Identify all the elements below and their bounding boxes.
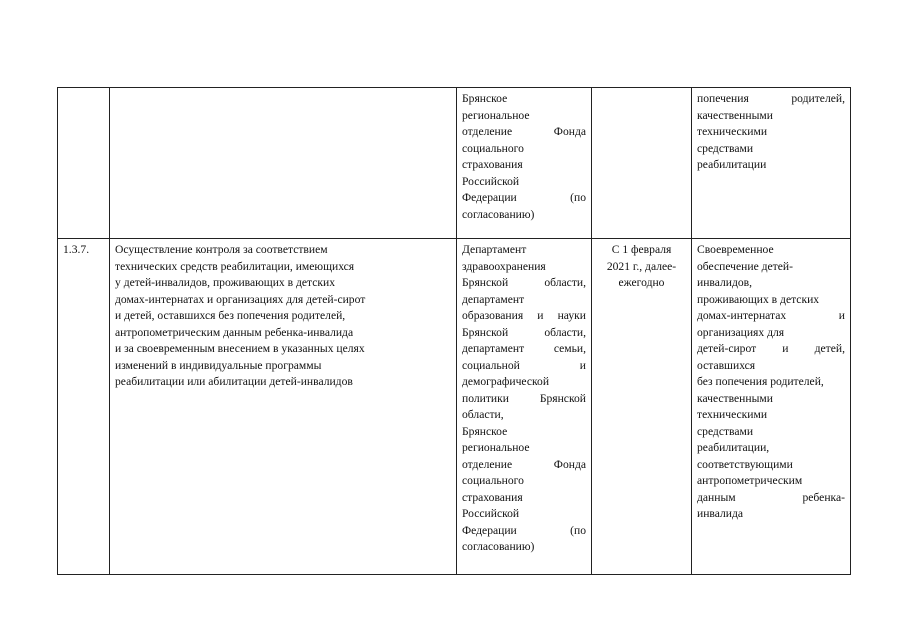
text-word: родителей,: [791, 92, 845, 105]
event-cell: [110, 88, 457, 239]
text-word: ребенка-: [802, 490, 845, 504]
text-line: департамент: [462, 292, 525, 306]
text-word: области,: [544, 276, 586, 289]
text-line: региональное: [462, 441, 530, 454]
text-word: и: [782, 342, 789, 355]
text-word: и: [838, 309, 845, 322]
text-line: социального: [462, 141, 524, 155]
text-line: изменений в индивидуальные программы: [115, 358, 322, 372]
text-line: технических средств реабилитации, имеющихся: [115, 259, 355, 273]
text-line: [697, 490, 845, 507]
text-word: Фонда: [553, 125, 586, 138]
text-line: обеспечение детей-: [697, 259, 793, 273]
text-word: науки: [557, 309, 586, 322]
text-word: попечения: [697, 92, 749, 105]
text-word: Федерации: [462, 191, 517, 204]
result-cell: [692, 239, 851, 575]
text-word: отделение: [462, 125, 513, 138]
text-word: области,: [544, 325, 586, 339]
text-word: (по: [570, 191, 586, 204]
text-line: средствами: [697, 424, 754, 438]
text-word: политики: [462, 391, 509, 405]
number-cell: [58, 239, 110, 575]
text-line: проживающих в детских: [697, 292, 820, 306]
text-word: домах-интернатах: [697, 309, 787, 322]
text-line: области,: [462, 408, 504, 421]
text-word: департамент: [462, 342, 525, 355]
text-line: Своевременное: [697, 243, 774, 256]
table-row-1-3-7: [58, 239, 851, 575]
text-line: [462, 275, 586, 292]
text-line: Брянское: [462, 92, 508, 105]
text-line: оставшихся: [697, 358, 756, 372]
text-word: Брянской: [539, 391, 586, 405]
text-line: 2021 г., далее-: [606, 259, 677, 273]
text-line: у детей-инвалидов, проживающих в детских: [115, 276, 336, 289]
text-line: региональное: [462, 108, 530, 122]
text-line: качественными: [697, 391, 773, 405]
text-word: данным: [697, 490, 736, 504]
text-line: [462, 358, 586, 375]
text-line: техническими: [697, 408, 768, 421]
text-line: без попечения родителей,: [697, 375, 824, 388]
text-line: реабилитации: [697, 158, 767, 171]
text-line: согласованию): [462, 207, 535, 221]
table-row-continuation: [58, 88, 851, 239]
text-line: инвалида: [697, 507, 744, 520]
text-line: [697, 91, 845, 108]
executors-cell: [457, 88, 592, 239]
text-line: организациях для: [697, 325, 785, 339]
text-line: качественными: [697, 108, 773, 122]
text-line: реабилитации или абилитации детей-инвалидов: [115, 375, 353, 388]
text-line: соответствующими: [697, 457, 793, 471]
text-word: детей,: [814, 342, 845, 355]
text-line: Осуществление контроля за соответствием: [115, 243, 328, 256]
text-line: [462, 341, 586, 358]
text-word: образования: [462, 309, 524, 322]
text-line: [462, 457, 586, 474]
text-line: С 1 февраля: [611, 243, 672, 256]
deadline-cell: [592, 239, 692, 575]
text-word: и: [579, 358, 586, 372]
text-word: семьи,: [553, 342, 586, 355]
text-word: Фонда: [553, 457, 586, 471]
text-line: [462, 308, 586, 325]
event-cell: [110, 239, 457, 575]
text-line: Департамент: [462, 243, 527, 256]
text-word: Федерации: [462, 523, 517, 537]
text-line: согласованию): [462, 540, 535, 553]
item-number: 1.3.7.: [63, 243, 90, 256]
text-line: инвалидов,: [697, 276, 753, 289]
executors-cell: [457, 239, 592, 575]
deadline-cell: [592, 88, 692, 239]
text-line: антропометрическим: [697, 474, 803, 487]
text-line: Российской: [462, 174, 520, 188]
text-line: [462, 523, 586, 540]
text-word: детей-сирот: [697, 342, 757, 355]
number-cell: [58, 88, 110, 239]
text-line: антропометрическим данным ребенка-инвалида: [115, 325, 354, 339]
text-line: Брянское: [462, 424, 508, 438]
text-word: социальной: [462, 358, 520, 372]
text-line: [697, 341, 845, 358]
text-line: [462, 391, 586, 408]
text-line: ежегодно: [618, 276, 665, 289]
text-line: домах-интернатах и организациях для детей-сирот: [115, 292, 366, 306]
text-line: [462, 325, 586, 342]
measures-table: [57, 87, 851, 575]
text-line: реабилитации,: [697, 441, 770, 454]
text-word: отделение: [462, 457, 513, 471]
result-cell: [692, 88, 851, 239]
text-line: [697, 308, 845, 325]
text-word: Брянской: [462, 276, 509, 289]
text-line: [462, 190, 586, 207]
text-line: страхования: [462, 490, 523, 504]
text-line: и за своевременным внесением в указанных целях: [115, 342, 365, 355]
text-line: здравоохранения: [462, 259, 546, 273]
text-word: и: [537, 309, 544, 322]
text-word: Брянской: [462, 325, 509, 339]
text-word: (по: [570, 523, 586, 537]
text-line: и детей, оставшихся без попечения родителей,: [115, 309, 346, 322]
text-line: средствами: [697, 141, 754, 155]
text-line: страхования: [462, 158, 523, 171]
text-line: социального: [462, 474, 524, 487]
text-line: Российской: [462, 507, 520, 520]
text-line: [462, 124, 586, 141]
text-line: техническими: [697, 125, 768, 138]
text-line: демографической: [462, 375, 550, 388]
